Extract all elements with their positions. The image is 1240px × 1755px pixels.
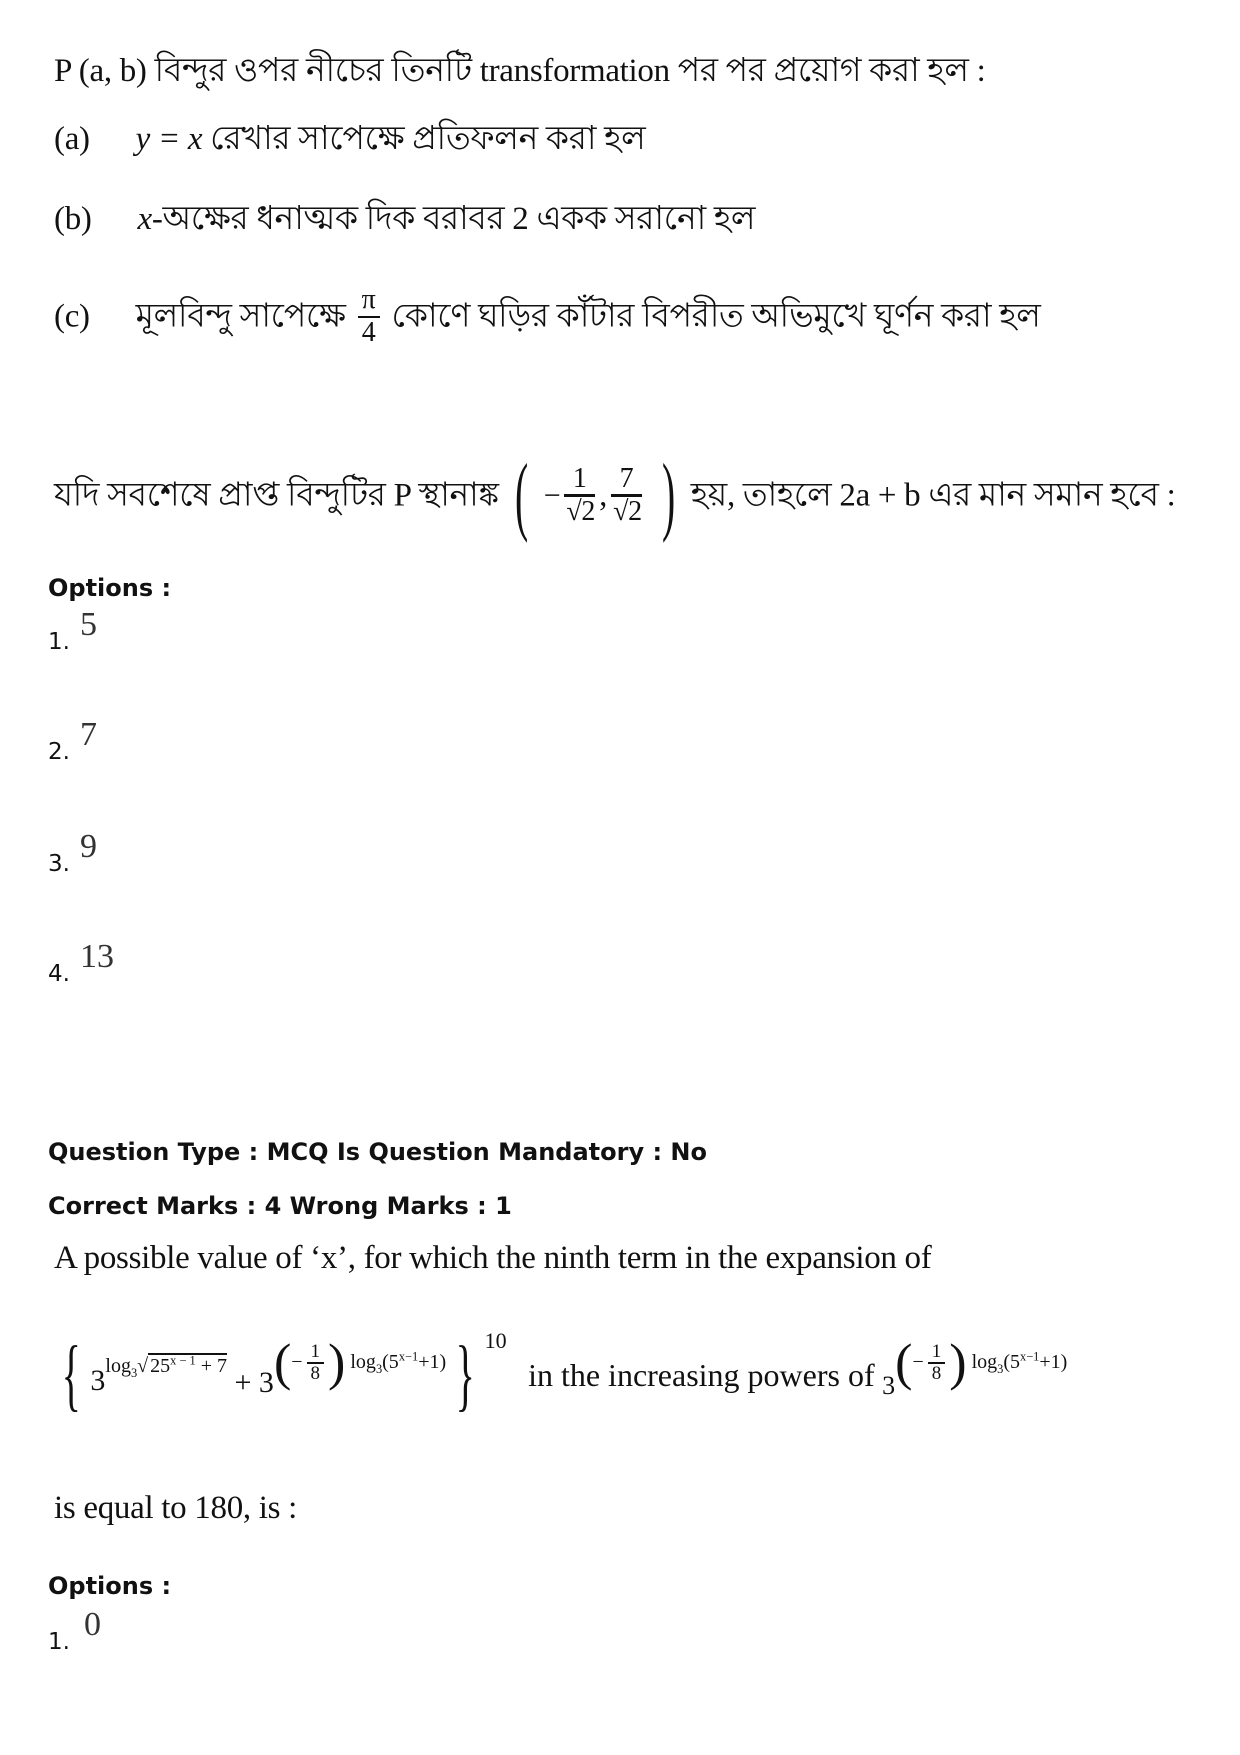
q2-option-1[interactable] [48, 1606, 101, 1658]
q1-item-a [54, 112, 645, 168]
q1-point-close-paren: ) [661, 447, 675, 544]
q2-tail-inner-end: +1) [1039, 1351, 1068, 1373]
q1-point-open-paren: ( [514, 447, 528, 544]
q1-item-c-label: (c) [54, 298, 90, 335]
q2-tail-base: 3 [882, 1371, 896, 1400]
q1-intro [54, 44, 985, 100]
q1-option-3[interactable] [48, 828, 97, 880]
q1-item-c [54, 285, 1041, 349]
q1-option-3-value: 9 [79, 828, 97, 865]
q1-item-c-text-before: মূলবিন্দু সাপেক্ষে [135, 298, 346, 335]
q2-close-brace: } [455, 1331, 475, 1420]
q1-item-c-frac-num: π [358, 285, 380, 318]
q1-item-a-math: y = x [135, 121, 203, 157]
q1-item-c-fraction [358, 285, 380, 349]
q1-item-c-text-after: কোণে ঘড়ির কাঁটার বিপরীত অভিমুখে ঘূর্ণন করা হল [391, 298, 1041, 335]
q2-option-1-num: 1. [48, 1629, 70, 1655]
q1-final-before: যদি সবশেষে প্রাপ্ত বিন্দুটির P স্থানাঙ্ক [54, 477, 499, 514]
q1-option-2[interactable] [48, 716, 97, 768]
q1-item-b-text: -অক্ষের ধনাত্মক দিক বরাবর 2 একক সরানো হল [151, 201, 756, 237]
q1-item-c-frac-den: 4 [361, 316, 376, 348]
q1-point-x-num: 1 [564, 464, 595, 497]
q2-tail-sign: − [912, 1351, 924, 1373]
q1-point-y-num: 7 [611, 464, 642, 497]
q2-end-text: is equal to 180, is : [54, 1490, 298, 1526]
q2-tail-inner-exp: x−1 [1020, 1349, 1040, 1364]
q2-tail-inner: (5 [1003, 1351, 1020, 1373]
q1-point-y-den: √2 [613, 496, 642, 527]
q1-option-4-num: 4. [48, 961, 70, 987]
q2-expr-plus7: + 7 [195, 1355, 228, 1377]
q2-open-brace: { [61, 1331, 81, 1420]
q2-options-label: Options : [48, 1572, 172, 1600]
q2-expr-frac-den: 8 [310, 1363, 321, 1385]
q1-option-1-num: 1. [48, 629, 70, 655]
q2-tail-log: log [971, 1351, 998, 1373]
q1-point-x-sign: − [543, 479, 561, 512]
q1-option-2-num: 2. [48, 739, 70, 765]
q1-item-b-label: (b) [54, 201, 92, 237]
q2-expr-inner: (5 [382, 1351, 399, 1373]
q1-option-4[interactable] [48, 938, 114, 990]
q2-expr-frac-sign: − [291, 1351, 303, 1373]
q2-expr-radicand-exp: x − 1 [170, 1353, 196, 1368]
q2-expr-power: 10 [484, 1328, 507, 1353]
q2-tail-log-base: 3 [997, 1362, 1004, 1376]
q1-point-x-fraction [564, 464, 595, 528]
q1-intro-lead: P (a, b) [54, 53, 147, 89]
q2-expr-log2: log [350, 1351, 376, 1373]
q2-expr-log: log [105, 1355, 131, 1377]
q1-option-1[interactable] [48, 606, 97, 658]
q2-tail-num: 1 [928, 1342, 946, 1365]
q1-intro-en: transformation [479, 53, 670, 89]
q1-intro-bn2: পর পর প্রয়োগ করা হল : [677, 53, 986, 89]
q1-final-line [54, 447, 1176, 544]
q1-intro-bn1: বিন্দুর ওপর নীচের তিনটি [154, 53, 472, 89]
q1-option-3-num: 3. [48, 851, 70, 877]
q1-item-b-math: x [137, 201, 152, 237]
q1-option-4-value: 13 [79, 938, 114, 975]
q2-expr-base: 3 [90, 1364, 106, 1397]
q2-expr-plus: + 3 [234, 1366, 274, 1399]
q1-option-2-value: 7 [79, 716, 97, 753]
q1-item-a-text: রেখার সাপেক্ষে প্রতিফলন করা হল [210, 121, 646, 157]
q2-tail-den: 8 [931, 1363, 942, 1385]
q1-item-b [54, 192, 755, 248]
q2-expr-radicand: 25 [150, 1355, 171, 1377]
q2-expr-inner-end: +1) [418, 1351, 447, 1373]
q2-expr-inner-exp: x−1 [398, 1349, 419, 1364]
q1-final-after: হয়, তাহলে 2a + b এর মান সমান হবে : [690, 477, 1176, 514]
q1-option-1-value: 5 [79, 606, 97, 643]
q2-expression: { $3^{log_3√ 25^{x - 1} + 7} + 3^{(- \frac{1}{8} ) log_3(5^{x-1}+1)}$ } $^{10}$ in the increasing powers of $3^{(- \frac{1}{8} ) log_3(5^{x-1}+1)}$ [61, 1328, 1068, 1420]
q1-point-y-fraction [611, 464, 642, 528]
q1-options-label: Options : [48, 574, 172, 602]
q2-expr-log-base: 3 [130, 1366, 138, 1380]
q1-point-x-den: √2 [566, 496, 596, 527]
q2-expr-log2-base: 3 [375, 1362, 383, 1376]
q2-expr-frac-num: 1 [307, 1342, 325, 1365]
q2-mid-text: in the increasing powers of [528, 1357, 875, 1394]
q1-item-a-label: (a) [54, 121, 90, 157]
q2-meta-line2: Correct Marks : 4 Wrong Marks : 1 [48, 1192, 512, 1220]
q1-point-comma: , [599, 477, 608, 514]
q2-stem: A possible value of ‘x’, for which the ninth term in the expansion of [54, 1240, 932, 1276]
q2-option-1-value: 0 [83, 1606, 101, 1643]
q2-meta-line1: Question Type : MCQ Is Question Mandatory : No [48, 1138, 707, 1166]
